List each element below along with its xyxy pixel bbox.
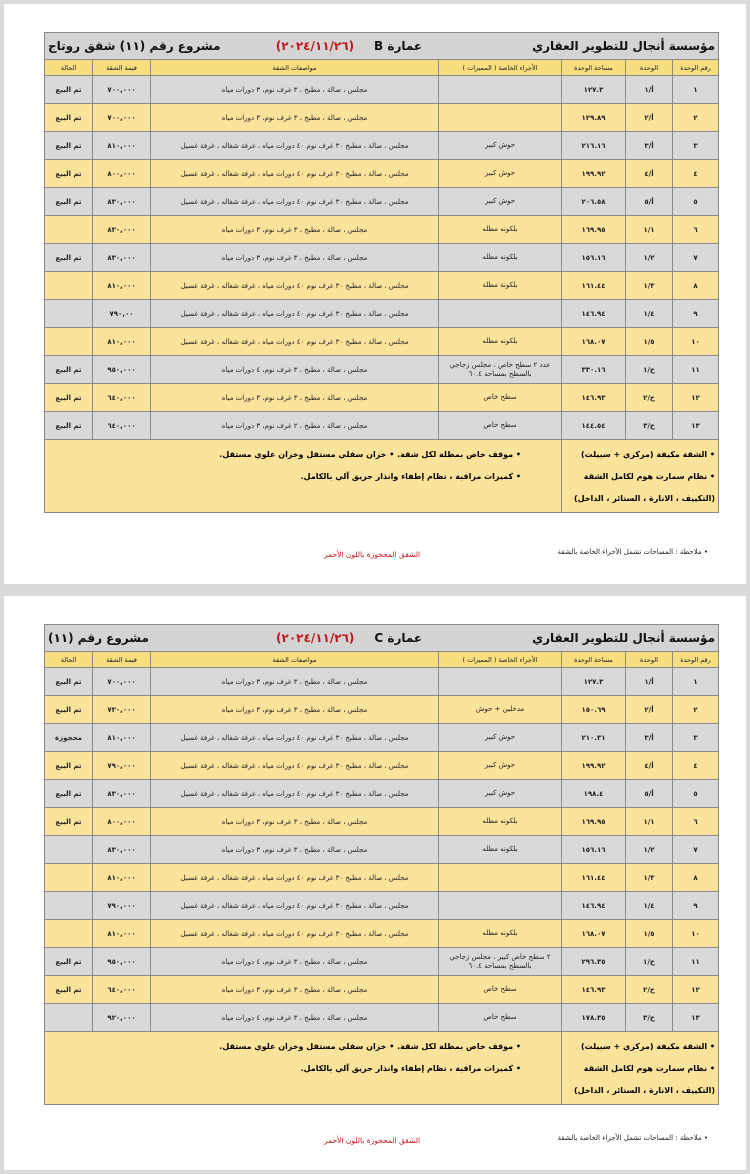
unit-features: حوش كبير bbox=[439, 724, 562, 752]
unit-number: ١٢ bbox=[673, 384, 719, 412]
unit-status: تم البيع bbox=[45, 384, 93, 412]
unit-area: ٢٩٦.٣٥ bbox=[562, 948, 626, 976]
unit-status: تم البيع bbox=[45, 244, 93, 272]
unit-status bbox=[45, 300, 93, 328]
unit-features: بلكونه مطله bbox=[439, 920, 562, 948]
unit-status bbox=[45, 272, 93, 300]
unit-area: ١٩٩.٩٢ bbox=[562, 752, 626, 780]
unit-number: ٩ bbox=[673, 300, 719, 328]
unit-code: أ/٢ bbox=[626, 104, 673, 132]
unit-features: بلكونه مطله bbox=[439, 328, 562, 356]
notes-row bbox=[45, 440, 719, 513]
table-row bbox=[45, 1004, 719, 1032]
unit-price: ٧٠٠,٠٠٠ bbox=[93, 668, 151, 696]
unit-area: ١٩٩.٩٢ bbox=[562, 160, 626, 188]
unit-number: ١١ bbox=[673, 948, 719, 976]
unit-specs: مجلس ، صالة ، مطبخ ٣٠ غرف نوم ٤٠ دورات مياه ، غرفة شغاله ، غرفة غسيل bbox=[151, 892, 439, 920]
unit-status: تم البيع bbox=[45, 160, 93, 188]
unit-features: حوش كبير bbox=[439, 780, 562, 808]
unit-price: ٧٩٠,٠٠٠ bbox=[93, 752, 151, 780]
unit-area: ١٢٧.٣ bbox=[562, 76, 626, 104]
unit-specs: مجلس ، صالة ، مطبخ ٣٠ غرف نوم ٤٠ دورات مياه ، غرفة شغاله ، غرفة غسيل bbox=[151, 272, 439, 300]
unit-number: ١٣ bbox=[673, 412, 719, 440]
unit-status: تم البيع bbox=[45, 104, 93, 132]
unit-status: محجوزة bbox=[45, 724, 93, 752]
unit-area: ١٦٨.٠٧ bbox=[562, 328, 626, 356]
area-footnote: • ملاحظة : المساحات تشمل الأجزاء الخاصة بالشقة bbox=[557, 548, 708, 556]
unit-specs: مجلس ، صالة ، مطبخ ، ٣ غرف نوم، ٣ دورات مياه bbox=[151, 76, 439, 104]
unit-features: سطح خاص bbox=[439, 384, 562, 412]
price-table-wrapper bbox=[44, 624, 718, 1105]
unit-area: ١٦٩.٩٥ bbox=[562, 216, 626, 244]
unit-features: بلكونه مطله bbox=[439, 808, 562, 836]
table-row bbox=[45, 864, 719, 892]
table-row bbox=[45, 216, 719, 244]
unit-area: ١٤٦.٩٣ bbox=[562, 976, 626, 1004]
unit-code: ١/٤ bbox=[626, 300, 673, 328]
unit-specs: مجلس ، صالة ، مطبخ ٣٠ غرف نوم ٤٠ دورات مياه ، غرفة شغاله ، غرفة غسيل bbox=[151, 724, 439, 752]
unit-price: ٧٠٠,٠٠٠ bbox=[93, 104, 151, 132]
unit-area: ١٦٩.٩٥ bbox=[562, 808, 626, 836]
unit-features: سطح خاص bbox=[439, 1004, 562, 1032]
header-area: مساحة الوحدة bbox=[562, 652, 626, 668]
unit-number: ٧ bbox=[673, 244, 719, 272]
notes-left bbox=[45, 440, 562, 513]
unit-code: ١/١ bbox=[626, 808, 673, 836]
unit-number: ١٢ bbox=[673, 976, 719, 1004]
unit-specs: مجلس ، صالة ، مطبخ ، ٣ غرف نوم، ٤ دورات مياه bbox=[151, 356, 439, 384]
unit-features bbox=[439, 76, 562, 104]
unit-number: ٥ bbox=[673, 780, 719, 808]
unit-specs: مجلس ، صالة ، مطبخ ، ٣ غرف نوم، ٣ دورات مياه bbox=[151, 104, 439, 132]
table-title-row bbox=[45, 33, 719, 60]
note-smart-home: • نظام سمارت هوم لكامل الشقة (التكييف ، الانارة ، الستائر ، الداخل) bbox=[573, 1064, 715, 1095]
unit-price: ٧٩٠,٠٠ bbox=[93, 300, 151, 328]
unit-price: ٨١٠,٠٠٠ bbox=[93, 132, 151, 160]
unit-status: تم البيع bbox=[45, 76, 93, 104]
unit-features bbox=[439, 300, 562, 328]
table-row bbox=[45, 356, 719, 384]
notes-right bbox=[562, 1032, 719, 1105]
unit-number: ١ bbox=[673, 76, 719, 104]
unit-code: ح/٢ bbox=[626, 384, 673, 412]
unit-specs: مجلس ، صالة ، مطبخ ، ٣ غرف نوم، ٣ دورات مياه bbox=[151, 668, 439, 696]
unit-price: ٨٠٠,٠٠٠ bbox=[93, 160, 151, 188]
header-private-parts: الأجزاء الخاصة ( المميزات ) bbox=[439, 60, 562, 76]
unit-specs: مجلس ، صالة ، مطبخ ، ٣ غرف نوم، ٣ دورات مياه bbox=[151, 808, 439, 836]
unit-status: تم البيع bbox=[45, 808, 93, 836]
note-cameras-fire: • كميرات مراقبة ، نظام إطفاء وانذار حريق آلي بالكامل. bbox=[300, 1064, 521, 1073]
price-table bbox=[44, 624, 719, 1105]
unit-status: تم البيع bbox=[45, 780, 93, 808]
table-title-row bbox=[45, 625, 719, 652]
unit-features: بلكونة مطلة bbox=[439, 272, 562, 300]
header-status: الحالة bbox=[45, 60, 93, 76]
table-row bbox=[45, 132, 719, 160]
unit-number: ٩ bbox=[673, 892, 719, 920]
unit-number: ١٣ bbox=[673, 1004, 719, 1032]
unit-status bbox=[45, 864, 93, 892]
unit-number: ١٠ bbox=[673, 328, 719, 356]
unit-code: ١/٣ bbox=[626, 864, 673, 892]
note-cameras-fire: • كميرات مراقبة ، نظام إطفاء وانذار حريق آلي بالكامل. bbox=[300, 472, 522, 481]
header-area: مساحة الوحدة bbox=[562, 60, 626, 76]
title-cell bbox=[45, 33, 719, 60]
unit-specs: مجلس ، صالة ، مطبخ ٣٠ غرف نوم ٤٠ دورات مياه ، غرفة شغاله ، غرفة غسيل bbox=[151, 300, 439, 328]
table-row bbox=[45, 724, 719, 752]
header-specs: مواصفات الشقة bbox=[151, 652, 439, 668]
unit-code: ١/٢ bbox=[626, 244, 673, 272]
table-row bbox=[45, 272, 719, 300]
unit-status bbox=[45, 892, 93, 920]
note-parking-tanks: • موقف خاص بمظلة لكل شقة. • خزان سفلي مستقل وخزان علوي مستقل. bbox=[219, 450, 522, 459]
unit-price: ٨١٠,٠٠٠ bbox=[93, 328, 151, 356]
building-name: عمارة C bbox=[374, 631, 423, 645]
unit-features: عدد ٢ سطح خاص ، مجلس زجاجي بالسطح بمساحة ٦٠.٤ bbox=[439, 356, 562, 384]
unit-specs: مجلس ، صالة ، مطبخ ٣٠ غرف نوم ٤٠ دورات مياه ، غرفة شغاله ، غرفة غسيل bbox=[151, 328, 439, 356]
unit-specs: مجلس ، صالة ، مطبخ ، ٣ غرف نوم، ٣ دورات مياه bbox=[151, 696, 439, 724]
unit-code: ح/٣ bbox=[626, 412, 673, 440]
unit-specs: مجلس ، صالة ، مطبخ ، ٣ غرف نوم، ٣ دورات مياه bbox=[151, 976, 439, 1004]
unit-status: تم البيع bbox=[45, 412, 93, 440]
header-private-parts: الأجزاء الخاصة ( المميزات ) bbox=[439, 652, 562, 668]
unit-area: ١٤٦.٩٤ bbox=[562, 892, 626, 920]
unit-status: تم البيع bbox=[45, 696, 93, 724]
unit-number: ٦ bbox=[673, 216, 719, 244]
header-price: قيمة الشقة bbox=[93, 60, 151, 76]
unit-specs: مجلس ، صالة ، مطبخ ، ٣ غرف نوم، ٣ دورات مياه bbox=[151, 216, 439, 244]
unit-status: تم البيع bbox=[45, 668, 93, 696]
table-row bbox=[45, 412, 719, 440]
unit-status: تم البيع bbox=[45, 132, 93, 160]
unit-specs: مجلس ، صالة ، مطبخ ، ٢ غرف نوم، ٣ دورات مياه bbox=[151, 412, 439, 440]
table-row bbox=[45, 328, 719, 356]
unit-code: ح/١ bbox=[626, 356, 673, 384]
reserved-legend: الشقق المحجوزة باللون الأحمر bbox=[324, 1136, 421, 1145]
unit-price: ٨٣٠,٠٠٠ bbox=[93, 836, 151, 864]
unit-status bbox=[45, 216, 93, 244]
unit-specs: مجلس ، صالة ، مطبخ ، ٣ غرف نوم، ٤ دورات مياه bbox=[151, 948, 439, 976]
unit-status bbox=[45, 836, 93, 864]
notes-right bbox=[562, 440, 719, 513]
unit-specs: مجلس ، صالة ، مطبخ ٣٠ غرف نوم ٤٠ دورات مياه ، غرفة شغاله ، غرفة غسيل bbox=[151, 864, 439, 892]
unit-specs: مجلس ، صالة ، مطبخ ٣٠ غرف نوم ٤٠ دورات مياه ، غرفة شغاله ، غرفة غسيل bbox=[151, 132, 439, 160]
table-row bbox=[45, 160, 719, 188]
unit-specs: مجلس ، صالة ، مطبخ ٣٠ غرف نوم ٤٠ دورات مياه ، غرفة شغاله ، غرفة غسيل bbox=[151, 752, 439, 780]
unit-features bbox=[439, 892, 562, 920]
header-unit-no: رقم الوحدة bbox=[673, 652, 719, 668]
company-name: مؤسسة أنجال للتطوير العقاري bbox=[532, 631, 715, 645]
unit-specs: مجلس ، صالة ، مطبخ ، ٣ غرف نوم، ٣ دورات مياه bbox=[151, 244, 439, 272]
unit-area: ٢١٦.١٦ bbox=[562, 132, 626, 160]
unit-code: ح/١ bbox=[626, 948, 673, 976]
unit-number: ١ bbox=[673, 668, 719, 696]
unit-code: ١/٣ bbox=[626, 272, 673, 300]
unit-features: سطح خاص bbox=[439, 976, 562, 1004]
unit-area: ١٩٨.٤ bbox=[562, 780, 626, 808]
unit-area: ١٤٦.٩٣ bbox=[562, 384, 626, 412]
unit-price: ٧٣٠,٠٠٠ bbox=[93, 696, 151, 724]
unit-code: أ/٢ bbox=[626, 696, 673, 724]
unit-status bbox=[45, 1004, 93, 1032]
table-row bbox=[45, 836, 719, 864]
unit-code: أ/١ bbox=[626, 76, 673, 104]
unit-area: ١٢٩.٨٩ bbox=[562, 104, 626, 132]
unit-area: ١٤٤.٥٤ bbox=[562, 412, 626, 440]
unit-price: ٩٥٠,٠٠٠ bbox=[93, 948, 151, 976]
unit-number: ٧ bbox=[673, 836, 719, 864]
unit-price: ٦٤٠,٠٠٠ bbox=[93, 412, 151, 440]
header-unit-no: رقم الوحدة bbox=[673, 60, 719, 76]
unit-specs: مجلس ، صالة ، مطبخ ٣٠ غرف نوم ٤٠ دورات مياه ، غرفة شغاله ، غرفة غسيل bbox=[151, 780, 439, 808]
unit-code: ١/١ bbox=[626, 216, 673, 244]
unit-specs: مجلس ، صالة ، مطبخ ، ٣ غرف نوم، ٣ دورات مياه bbox=[151, 384, 439, 412]
unit-area: ٢٠٦.٥٨ bbox=[562, 188, 626, 216]
unit-status: تم البيع bbox=[45, 976, 93, 1004]
unit-price: ٨١٠,٠٠٠ bbox=[93, 920, 151, 948]
unit-features: حوش كبير bbox=[439, 160, 562, 188]
table-row bbox=[45, 752, 719, 780]
table-row bbox=[45, 188, 719, 216]
unit-number: ١٠ bbox=[673, 920, 719, 948]
table-row bbox=[45, 104, 719, 132]
unit-area: ١٥٦.١٦ bbox=[562, 244, 626, 272]
unit-price: ٨٣٠,٠٠٠ bbox=[93, 780, 151, 808]
price-table bbox=[44, 32, 719, 513]
unit-features: بلكونه مطله bbox=[439, 244, 562, 272]
unit-price: ٨٠٠,٠٠٠ bbox=[93, 808, 151, 836]
unit-code: أ/٥ bbox=[626, 188, 673, 216]
unit-price: ٦٤٠,٠٠٠ bbox=[93, 384, 151, 412]
company-name: مؤسسة أنجال للتطوير العقاري bbox=[532, 39, 716, 53]
unit-number: ٤ bbox=[673, 752, 719, 780]
unit-area: ١٥٦.١٦ bbox=[562, 836, 626, 864]
unit-area: ١٢٧.٣ bbox=[562, 668, 626, 696]
unit-number: ٢ bbox=[673, 696, 719, 724]
unit-price: ٩٢٠,٠٠٠ bbox=[93, 1004, 151, 1032]
price-sheet-building-b bbox=[4, 4, 746, 584]
unit-area: ١٧٨.٣٥ bbox=[562, 1004, 626, 1032]
unit-status bbox=[45, 920, 93, 948]
unit-specs: مجلس ، صالة ، مطبخ ، ٣ غرف نوم، ٤ دورات مياه bbox=[151, 1004, 439, 1032]
table-row bbox=[45, 244, 719, 272]
unit-price: ٨٣٠,٠٠٠ bbox=[93, 244, 151, 272]
table-row bbox=[45, 384, 719, 412]
building-name: عمارة B bbox=[374, 39, 423, 53]
unit-features: ٢ سطح خاص كبير ، مجلس زجاجي بالسطح بمساحة ٦٠.٤ bbox=[439, 948, 562, 976]
sheet-date: (٢٠٢٤/١١/٢٦) bbox=[276, 631, 355, 645]
unit-price: ٨١٠,٠٠٠ bbox=[93, 724, 151, 752]
unit-area: ٢١٠.٣١ bbox=[562, 724, 626, 752]
unit-code: أ/٣ bbox=[626, 724, 673, 752]
unit-code: ١/٥ bbox=[626, 328, 673, 356]
unit-features: مدخلين + حوش bbox=[439, 696, 562, 724]
unit-specs: مجلس ، صالة ، مطبخ ٣٠ غرف نوم ٤٠ دورات مياه ، غرفة شغاله ، غرفة غسيل bbox=[151, 920, 439, 948]
unit-number: ٣ bbox=[673, 132, 719, 160]
table-row bbox=[45, 668, 719, 696]
unit-price: ٦٤٠,٠٠٠ bbox=[93, 976, 151, 1004]
unit-price: ٩٥٠,٠٠٠ bbox=[93, 356, 151, 384]
unit-number: ٢ bbox=[673, 104, 719, 132]
title-cell bbox=[45, 625, 719, 652]
unit-status bbox=[45, 328, 93, 356]
header-price: قيمة الشقة bbox=[93, 652, 151, 668]
unit-specs: مجلس ، صالة ، مطبخ ، ٣ غرف نوم، ٣ دورات مياه bbox=[151, 836, 439, 864]
note-parking-tanks: • موقف خاص بمظلة لكل شقة. • خزان سفلي مستقل وخزان علوي مستقل. bbox=[219, 1042, 521, 1051]
unit-area: ١٦١.٤٤ bbox=[562, 272, 626, 300]
unit-number: ٨ bbox=[673, 272, 719, 300]
unit-features: بلكونه مطله bbox=[439, 836, 562, 864]
unit-area: ١٦٨.٠٧ bbox=[562, 920, 626, 948]
header-unit: الوحدة bbox=[626, 60, 673, 76]
unit-features: بلكونه مطله bbox=[439, 216, 562, 244]
unit-area: ٣٣٠.١٦ bbox=[562, 356, 626, 384]
unit-number: ٥ bbox=[673, 188, 719, 216]
notes-left bbox=[45, 1032, 562, 1105]
unit-features: سطح خاص bbox=[439, 412, 562, 440]
unit-area: ١٦١.٤٤ bbox=[562, 864, 626, 892]
area-footnote: • ملاحظة : المساحات تشمل الأجزاء الخاصة بالشقة bbox=[557, 1134, 708, 1142]
unit-code: ١/٥ bbox=[626, 920, 673, 948]
table-row bbox=[45, 300, 719, 328]
unit-number: ٣ bbox=[673, 724, 719, 752]
unit-features bbox=[439, 668, 562, 696]
unit-code: ١/٢ bbox=[626, 836, 673, 864]
table-row bbox=[45, 976, 719, 1004]
unit-price: ٨٣٠,٠٠٠ bbox=[93, 188, 151, 216]
unit-number: ٨ bbox=[673, 864, 719, 892]
unit-price: ٧٠٠,٠٠٠ bbox=[93, 76, 151, 104]
unit-features: حوش كبير bbox=[439, 132, 562, 160]
price-table-wrapper bbox=[44, 32, 718, 513]
reserved-legend: الشقق المحجوزة باللون الأحمر bbox=[324, 550, 421, 559]
unit-specs: مجلس ، صالة ، مطبخ ٣٠ غرف نوم ٤٠ دورات مياه ، غرفة شغاله ، غرفة غسيل bbox=[151, 160, 439, 188]
unit-features: حوش كبير bbox=[439, 188, 562, 216]
unit-features: حوش كبير bbox=[439, 752, 562, 780]
unit-features bbox=[439, 864, 562, 892]
table-header-row bbox=[45, 60, 719, 76]
unit-status: تم البيع bbox=[45, 948, 93, 976]
unit-price: ٨١٠,٠٠٠ bbox=[93, 864, 151, 892]
unit-code: أ/٤ bbox=[626, 160, 673, 188]
notes-row bbox=[45, 1032, 719, 1105]
table-row bbox=[45, 780, 719, 808]
table-row bbox=[45, 808, 719, 836]
price-sheet-building-c bbox=[4, 596, 746, 1170]
header-status: الحالة bbox=[45, 652, 93, 668]
project-name: مشروع رقم (١١) شقق روتاج bbox=[48, 39, 221, 53]
header-unit: الوحدة bbox=[626, 652, 673, 668]
table-row bbox=[45, 892, 719, 920]
unit-code: أ/٥ bbox=[626, 780, 673, 808]
note-ac: • الشقة مكيفة (مركزي + سبيلت) bbox=[580, 1042, 715, 1051]
unit-status: تم البيع bbox=[45, 188, 93, 216]
unit-price: ٧٩٠,٠٠٠ bbox=[93, 892, 151, 920]
unit-price: ٨٣٠,٠٠٠ bbox=[93, 216, 151, 244]
table-row bbox=[45, 76, 719, 104]
unit-area: ١٤٦.٩٤ bbox=[562, 300, 626, 328]
unit-number: ٤ bbox=[673, 160, 719, 188]
unit-code: أ/٣ bbox=[626, 132, 673, 160]
unit-number: ١١ bbox=[673, 356, 719, 384]
table-row bbox=[45, 948, 719, 976]
project-name: مشروع رقم (١١) bbox=[48, 631, 149, 645]
table-row bbox=[45, 920, 719, 948]
unit-number: ٦ bbox=[673, 808, 719, 836]
unit-features bbox=[439, 104, 562, 132]
unit-code: أ/٤ bbox=[626, 752, 673, 780]
unit-price: ٨١٠,٠٠٠ bbox=[93, 272, 151, 300]
sheet-date: (٢٠٢٤/١١/٢٦) bbox=[275, 39, 355, 53]
unit-specs: مجلس ، صالة ، مطبخ ٣٠ غرف نوم ٤٠ دورات مياه ، غرفة شغاله ، غرفة غسيل bbox=[151, 188, 439, 216]
note-smart-home: • نظام سمارت هوم لكامل الشقة (التكييف ، الانارة ، الستائر ، الداخل) bbox=[573, 472, 716, 503]
note-ac: • الشقة مكيفة (مركزي + سبيلت) bbox=[580, 450, 716, 459]
unit-status: تم البيع bbox=[45, 356, 93, 384]
unit-code: أ/١ bbox=[626, 668, 673, 696]
table-header-row bbox=[45, 652, 719, 668]
unit-code: ح/٣ bbox=[626, 1004, 673, 1032]
header-specs: مواصفات الشقة bbox=[151, 60, 439, 76]
unit-code: ح/٢ bbox=[626, 976, 673, 1004]
unit-code: ١/٤ bbox=[626, 892, 673, 920]
unit-status: تم البيع bbox=[45, 752, 93, 780]
unit-area: ١٥٠.٦٩ bbox=[562, 696, 626, 724]
table-row bbox=[45, 696, 719, 724]
